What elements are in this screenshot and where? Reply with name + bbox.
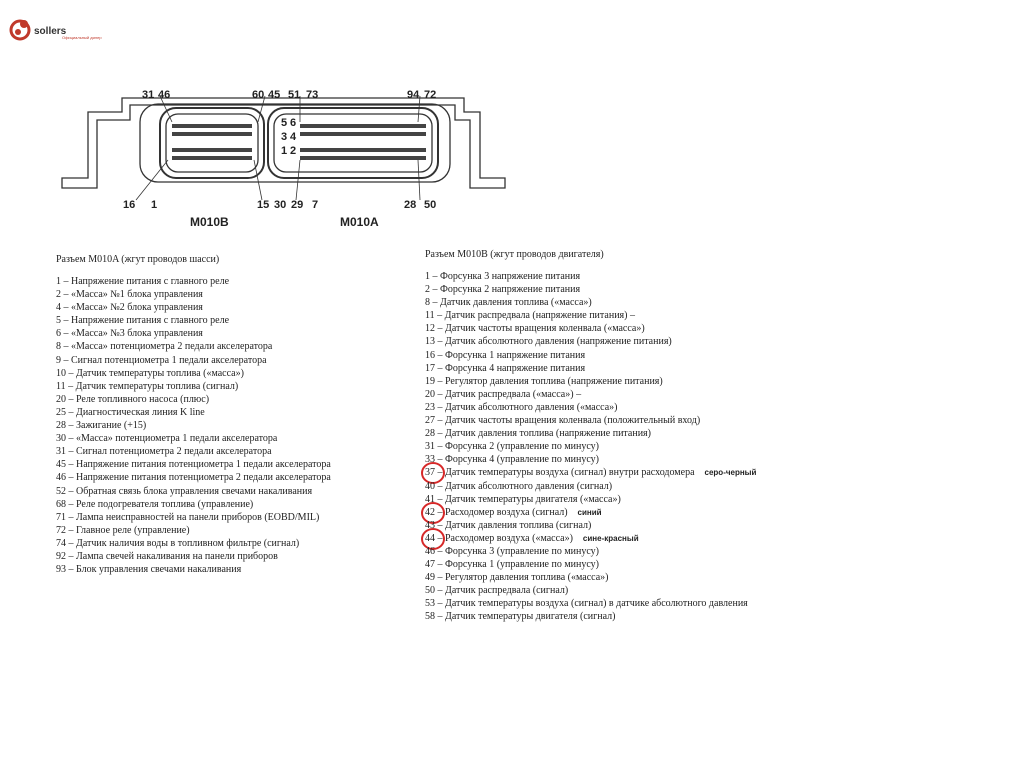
top-pin-label: 60: [252, 89, 265, 101]
section-b: [425, 248, 825, 624]
pin-assignment-item: [425, 270, 825, 283]
pin-assignment-text: 11 – Датчик распредвала (напряжение питания) –: [425, 310, 635, 322]
pin-assignment-item: [425, 440, 825, 453]
section-a: [56, 253, 406, 576]
bottom-pin-label: 16: [123, 199, 136, 211]
pin-assignment-item: 72 – Главное реле (управление): [56, 524, 190, 536]
wire-color-note: сине-красный: [582, 533, 639, 543]
pin-assignment-text: 53 – Датчик температуры воздуха (сигнал) в датчике абсолютного давления: [425, 598, 748, 610]
pin-assignment-item: 68 – Реле подогревателя топлива (управление): [56, 498, 254, 510]
bottom-pin-label: 50: [424, 199, 437, 211]
pin-assignment-item: 20 – Реле топливного насоса (плюс): [56, 393, 210, 405]
left-pin-rows: [172, 124, 252, 160]
pin-assignment-item: 6 – «Масса» №3 блока управления: [56, 328, 203, 340]
pin-assignment-item: [425, 519, 825, 532]
pin-assignment-item: 25 – Диагностическая линия K line: [56, 406, 205, 418]
pin-assignment-item: 93 – Блок управления свечами накаливания: [56, 564, 242, 576]
pin-assignment-item: [425, 480, 825, 493]
pin-assignment-item: [425, 427, 825, 440]
pin-assignment-text: 58 – Датчик температуры двигателя (сигнал): [425, 611, 616, 623]
top-pin-label: 45: [268, 89, 281, 101]
pin-assignment-text: 1 – Форсунка 3 напряжение питания: [425, 271, 581, 282]
pin-assignment-item: 46 – Напряжение питания потенциометра 2 педали акселератора: [56, 472, 331, 484]
top-pin-label: 73: [306, 89, 319, 101]
pin-assignment-text: 17 – Форсунка 4 напряжение питания: [425, 362, 586, 374]
right-pin-rows: [300, 124, 426, 160]
section-a-list: [56, 275, 406, 576]
pin-assignment-text: 27 – Датчик частоты вращения коленвала (положительный вход): [425, 415, 701, 427]
pin-assignment-text: 16 – Форсунка 1 напряжение питания: [425, 349, 586, 361]
top-pin-label: 46: [158, 89, 171, 101]
pin-assignment-text: 12 – Датчик частоты вращения коленвала («масса»): [425, 323, 645, 335]
pin-assignment-item: [425, 532, 825, 545]
logo-brand: sollers: [34, 26, 67, 37]
pin-assignment-text: 33 – Форсунка 4 (управление по минусу): [425, 454, 600, 466]
pin-assignment-text: 8 – Датчик давления топлива («масса»): [425, 297, 592, 309]
pin-assignment-item: [425, 401, 825, 414]
pin-assignment-item: [425, 322, 825, 335]
pin-assignment-item: [425, 283, 825, 296]
pin-assignment-text: 37 – Датчик температуры воздуха (сигнал) внутри расходомера: [425, 467, 695, 479]
pin-assignment-item: 11 – Датчик температуры топлива (сигнал): [56, 380, 239, 392]
inner-pin-label: 2: [290, 145, 297, 157]
top-pin-label: 31: [142, 89, 155, 101]
pin-assignment-item: [425, 349, 825, 362]
pin-assignment-text: 31 – Форсунка 2 (управление по минусу): [425, 441, 600, 453]
bottom-pin-label: 7: [312, 199, 319, 211]
connector-label-right: M010A: [340, 215, 379, 229]
pin-assignment-item: 92 – Лампа свечей накаливания на панели приборов: [56, 550, 278, 562]
top-pin-label: 51: [288, 89, 301, 101]
pin-assignment-item: [425, 597, 825, 610]
pin-assignment-item: [425, 335, 825, 348]
pin-assignment-item: 30 – «Масса» потенциометра 1 педали акселератора: [56, 433, 278, 445]
inner-pin-label: 3: [281, 131, 288, 143]
ecu-connector-diagram: [0, 60, 520, 230]
pin-assignment-item: [425, 493, 825, 506]
pin-assignment-item: 71 – Лампа неисправностей на панели приборов (EOBD/MIL): [56, 511, 320, 523]
pin-assignment-item: [425, 453, 825, 466]
pin-assignment-item: 74 – Датчик наличия воды в топливном фильтре (сигнал): [56, 537, 300, 549]
pin-assignment-item: 45 – Напряжение питания потенциометра 1 педали акселератора: [56, 459, 331, 471]
inner-pin-label: 1: [281, 145, 288, 157]
pin-assignment-item: 4 – «Масса» №2 блока управления: [56, 302, 203, 314]
inner-pin-label: 4: [290, 131, 297, 143]
inner-pin-label: 6: [290, 117, 297, 129]
sollers-logo: [8, 16, 128, 44]
pin-assignment-item: 5 – Напряжение питания с главного реле: [56, 315, 230, 327]
pin-assignment-item: [425, 610, 825, 623]
pin-assignment-item: 52 – Обратная связь блока управления свечами накаливания: [56, 485, 313, 497]
bottom-pin-label: 15: [257, 199, 270, 211]
pin-assignment-text: 2 – Форсунка 2 напряжение питания: [425, 284, 581, 296]
sollers-emblem-icon: [8, 16, 34, 42]
pin-assignment-text: 46 – Форсунка 3 (управление по минусу): [425, 545, 600, 557]
pin-assignment-item: [425, 466, 825, 479]
wire-color-note: серо-черный: [704, 468, 757, 478]
pin-assignment-item: [425, 584, 825, 597]
pin-assignment-text: 20 – Датчик распредвала («масса») –: [425, 388, 582, 400]
pin-assignment-item: [425, 375, 825, 388]
pin-assignment-item: [425, 545, 825, 558]
section-b-title: Разъем M010B (жгут проводов двигателя): [425, 249, 604, 260]
top-pin-label: 72: [424, 89, 437, 101]
pin-assignment-item: 1 – Напряжение питания с главного реле: [56, 276, 230, 287]
pin-assignment-text: 47 – Форсунка 1 (управление по минусу): [425, 559, 600, 571]
pin-assignment-item: [425, 506, 825, 519]
pin-assignment-text: 49 – Регулятор давления топлива («масса»): [425, 572, 609, 584]
pin-assignment-item: [425, 309, 825, 322]
pin-assignment-text: 40 – Датчик абсолютного давления (сигнал): [425, 480, 613, 492]
inner-pin-label: 5: [281, 117, 288, 129]
pin-assignment-item: 8 – «Масса» потенциометра 2 педали акселератора: [56, 341, 273, 353]
pin-assignment-item: [425, 558, 825, 571]
pin-assignment-item: [425, 571, 825, 584]
pin-assignment-item: [425, 296, 825, 309]
pin-assignment-text: 28 – Датчик давления топлива (напряжение питания): [425, 428, 651, 440]
wire-color-note: синий: [577, 507, 602, 517]
top-pin-label: 94: [407, 89, 420, 101]
pin-assignment-item: [425, 414, 825, 427]
bottom-pin-label: 29: [291, 199, 304, 211]
pin-assignment-text: 43 – Датчик давления топлива (сигнал): [425, 519, 592, 531]
pin-assignment-item: 2 – «Масса» №1 блока управления: [56, 289, 203, 301]
bottom-pin-label: 30: [274, 199, 287, 211]
pin-assignment-item: 31 – Сигнал потенциометра 2 педали акселератора: [56, 446, 272, 458]
pin-assignment-item: 9 – Сигнал потенциометра 1 педали акселератора: [56, 354, 267, 366]
pin-assignment-item: [425, 388, 825, 401]
pin-assignment-text: 13 – Датчик абсолютного давления (напряжение питания): [425, 336, 672, 348]
pin-assignment-item: 10 – Датчик температуры топлива («масса»): [56, 367, 244, 379]
section-a-title: Разъем M010A (жгут проводов шасси): [56, 254, 220, 265]
logo-tagline: Официальный дилер: [62, 35, 102, 40]
pin-assignment-text: 41 – Датчик температуры двигателя («масса»): [425, 493, 621, 505]
pin-assignment-item: 28 – Зажигание (+15): [56, 420, 147, 432]
pin-assignment-text: 50 – Датчик распредвала (сигнал): [425, 585, 569, 597]
bottom-pin-label: 28: [404, 199, 417, 211]
pin-assignment-text: 19 – Регулятор давления топлива (напряжение питания): [425, 375, 663, 387]
pin-assignment-text: 42 – Расходомер воздуха (сигнал): [425, 506, 568, 518]
pin-assignment-text: 23 – Датчик абсолютного давления («масса»): [425, 401, 618, 413]
connector-label-left: M010B: [190, 215, 229, 229]
section-b-list: [425, 270, 825, 624]
pin-assignment-item: [425, 362, 825, 375]
pin-assignment-text: 44 – Расходомер воздуха («масса»): [425, 532, 573, 544]
bottom-pin-label: 1: [151, 199, 158, 211]
